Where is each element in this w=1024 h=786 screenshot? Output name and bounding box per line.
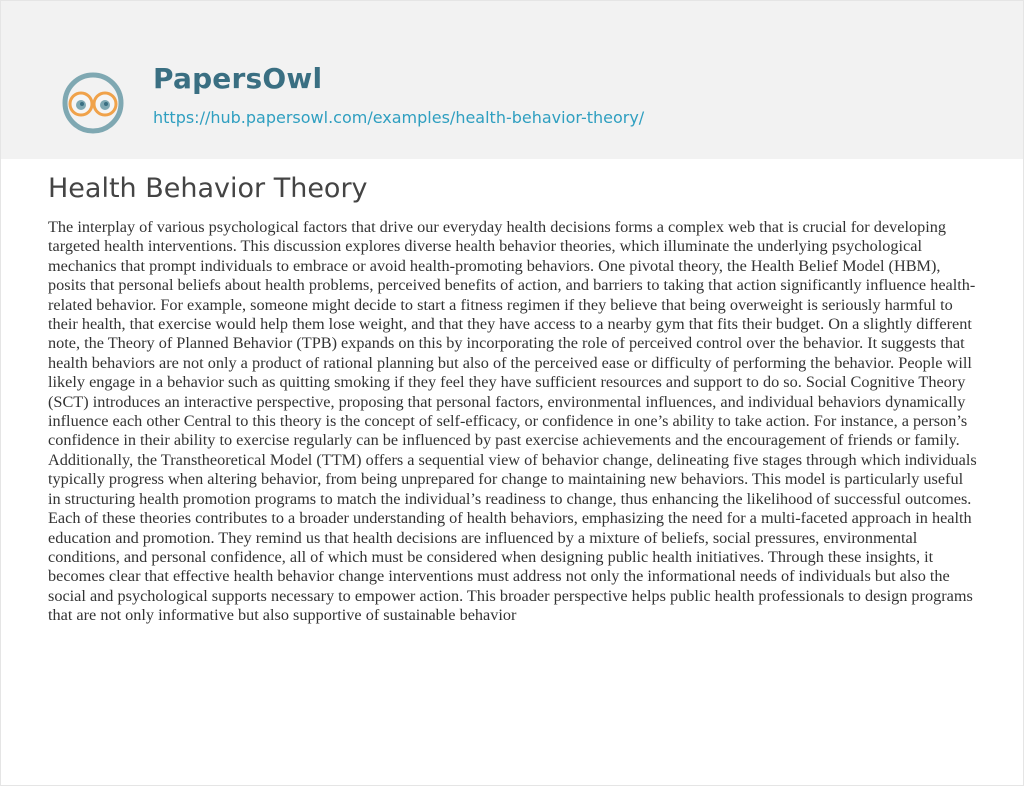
source-url-link[interactable]: https://hub.papersowl.com/examples/health-behavior-theory/ xyxy=(153,108,645,127)
body-paragraph: The interplay of various psychological factors that drive our everyday health decisions forms a complex web that is crucial for developing targeted health interventions. This discussion explores diverse health behavior theories, which illuminate the underlying psychological mechanics that prompt individuals to embrace or avoid health-promoting behaviors. One pivotal theory, the Health Belief Model (HBM), posits that personal beliefs about health problems, perceived benefits of action, and barriers to taking that action significantly influence health-related behavior. For example, someone might decide to start a fitness regimen if they believe that being overweight is seriously harmful to their health, that exercise would help them lose weight, and that they have access to a nearby gym that fits their budget. On a slightly different note, the Theory of Planned Behavior (TPB) expands on this by incorporating the role of perceived control over the behavior. It suggests that health behaviors are not only a product of rational planning but also of the perceived ease or difficulty of performing the behavior. People will likely engage in a behavior such as quitting smoking if they feel they have sufficient resources and support to do so. Social Cognitive Theory (SCT) introduces an interactive perspective, proposing that personal factors, environmental influences, and individual behaviors dynamically influence each other Central to this theory is the concept of self-efficacy, or confidence in one’s ability to take action. For instance, a person’s confidence in their ability to exercise regularly can be influenced by past exercise achievements and the encouragement of friends or family. Additionally, the Transtheoretical Model (TTM) offers a sequential view of behavior change, delineating five stages through which individuals typically progress when altering behavior, from being unprepared for change to maintaining new behaviors. This model is particularly useful in structuring health promotion programs to match the individual’s readiness to change, thus enhancing the likelihood of successful outcomes. Each of these theories contributes to a broader understanding of health behaviors, emphasizing the need for a multi-faceted approach in health education and promotion. They remind us that health decisions are influenced by a mixture of beliefs, social pressures, environmental conditions, and personal confidence, all of which must be considered when designing public health initiatives. Through these insights, it becomes clear that effective health behavior change interventions must address not only the informational needs of individuals but also the social and psychological supports necessary to empower action. This broader perspective helps public health professionals to design programs that are not only informative but also supportive of sustainable behavior xyxy=(48,218,977,625)
header-banner xyxy=(1,1,1024,159)
owl-glasses-logo-icon xyxy=(45,71,141,135)
page-title: Health Behavior Theory xyxy=(48,173,368,204)
brand-name: PapersOwl xyxy=(153,62,323,95)
